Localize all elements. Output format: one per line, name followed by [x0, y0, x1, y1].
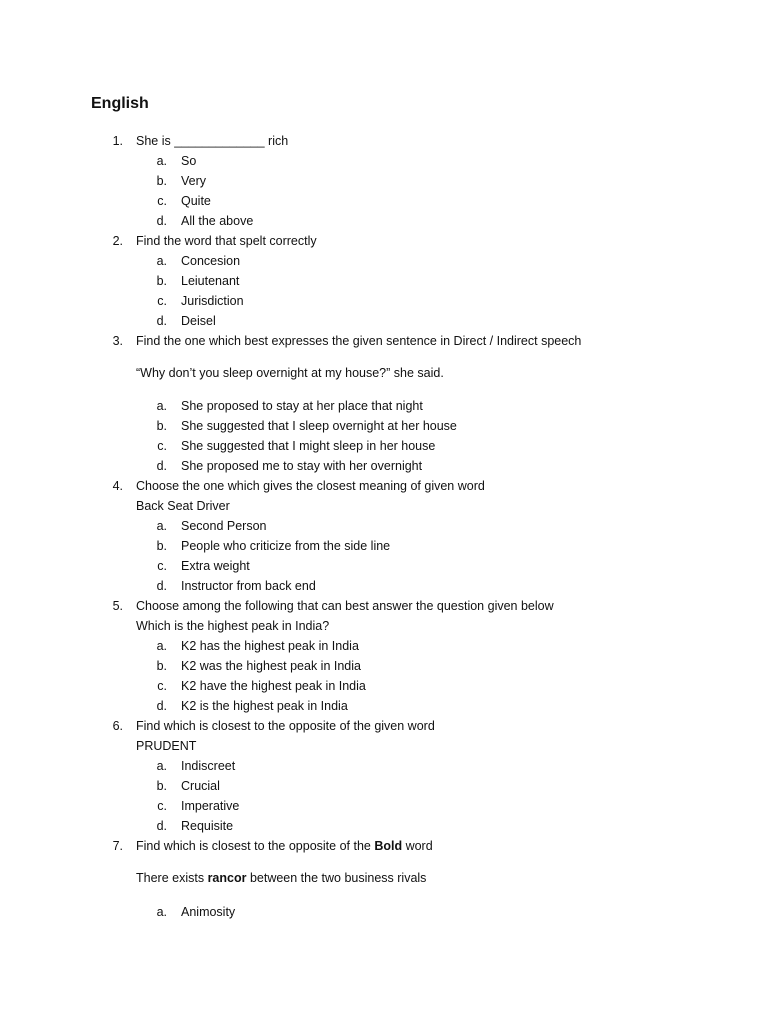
- option-text: Imperative: [181, 799, 240, 813]
- option-text: Jurisdiction: [181, 294, 244, 308]
- question-quote: “Why don’t you sleep overnight at my house?” she said.: [136, 366, 444, 380]
- option-letter: d.: [156, 579, 167, 593]
- option-letter: b.: [156, 779, 167, 793]
- option-text: Extra weight: [181, 559, 250, 573]
- question-text: Find the word that spelt correctly: [136, 234, 317, 248]
- option-letter: b.: [156, 274, 167, 288]
- question-subject: Which is the highest peak in India?: [136, 619, 330, 633]
- option-text: Leiutenant: [181, 274, 240, 288]
- option-letter: a.: [156, 639, 167, 653]
- question-number: 3.: [112, 334, 123, 348]
- sentence-part: There exists: [136, 871, 208, 885]
- question-text: [136, 836, 433, 856]
- option-text: She suggested that I sleep overnight at her house: [181, 419, 457, 433]
- option-letter: c.: [157, 799, 167, 813]
- option-letter: d.: [156, 459, 167, 473]
- question-number: 7.: [112, 839, 123, 853]
- option-text: She proposed me to stay with her overnight: [181, 459, 423, 473]
- option-letter: b.: [156, 659, 167, 673]
- option-text: K2 was the highest peak in India: [181, 659, 361, 673]
- question-subject: PRUDENT: [136, 739, 197, 753]
- option-text: Instructor from back end: [181, 579, 316, 593]
- question-text: Choose the one which gives the closest meaning of given word: [136, 479, 485, 493]
- option-letter: a.: [156, 905, 167, 919]
- option-letter: a.: [156, 254, 167, 268]
- option-text: Animosity: [181, 905, 236, 919]
- option-text: Requisite: [181, 819, 234, 833]
- option-text: Very: [181, 174, 207, 188]
- option-letter: d.: [156, 214, 167, 228]
- option-letter: b.: [156, 174, 167, 188]
- option-letter: d.: [156, 819, 167, 833]
- question-text-part: Find which is closest to the opposite of the: [136, 839, 375, 853]
- option-letter: b.: [156, 419, 167, 433]
- option-letter: a.: [156, 154, 167, 168]
- question-text: Find the one which best expresses the given sentence in Direct / Indirect speech: [136, 334, 582, 348]
- option-letter: d.: [156, 699, 167, 713]
- option-text: K2 have the highest peak in India: [181, 679, 366, 693]
- question-sentence: [136, 868, 426, 888]
- question-text: Choose among the following that can best answer the question given below: [136, 599, 554, 613]
- option-text: All the above: [181, 214, 254, 228]
- option-letter: c.: [157, 559, 167, 573]
- option-text: Concesion: [181, 254, 241, 268]
- option-letter: a.: [156, 519, 167, 533]
- option-letter: c.: [157, 294, 167, 308]
- option-letter: d.: [156, 314, 167, 328]
- option-letter: a.: [156, 399, 167, 413]
- option-letter: c.: [157, 679, 167, 693]
- option-text: K2 has the highest peak in India: [181, 639, 359, 653]
- option-text: So: [181, 154, 197, 168]
- sentence-bold-word: rancor: [207, 871, 247, 885]
- option-letter: b.: [156, 539, 167, 553]
- question-text-part: word: [402, 839, 433, 853]
- option-text: People who criticize from the side line: [181, 539, 391, 553]
- question-text: She is _____________ rich: [136, 134, 289, 148]
- question-number: 2.: [112, 234, 123, 248]
- question-number: 6.: [112, 719, 123, 733]
- option-text: Deisel: [181, 314, 216, 328]
- option-text: She proposed to stay at her place that night: [181, 399, 423, 413]
- question-number: 5.: [112, 599, 123, 613]
- question-text-bold: Bold: [374, 839, 403, 853]
- question-text: Find which is closest to the opposite of the given word: [136, 719, 435, 733]
- option-text: Second Person: [181, 519, 267, 533]
- option-text: She suggested that I might sleep in her house: [181, 439, 436, 453]
- option-letter: c.: [157, 439, 167, 453]
- question-number: 1.: [112, 134, 123, 148]
- sentence-part: between the two business rivals: [246, 871, 427, 885]
- section-heading: English: [91, 95, 149, 112]
- option-text: Quite: [181, 194, 211, 208]
- question-subject: Back Seat Driver: [136, 499, 230, 513]
- option-text: K2 is the highest peak in India: [181, 699, 348, 713]
- option-text: Crucial: [181, 779, 220, 793]
- option-letter: a.: [156, 759, 167, 773]
- option-letter: c.: [157, 194, 167, 208]
- question-number: 4.: [112, 479, 123, 493]
- option-text: Indiscreet: [181, 759, 236, 773]
